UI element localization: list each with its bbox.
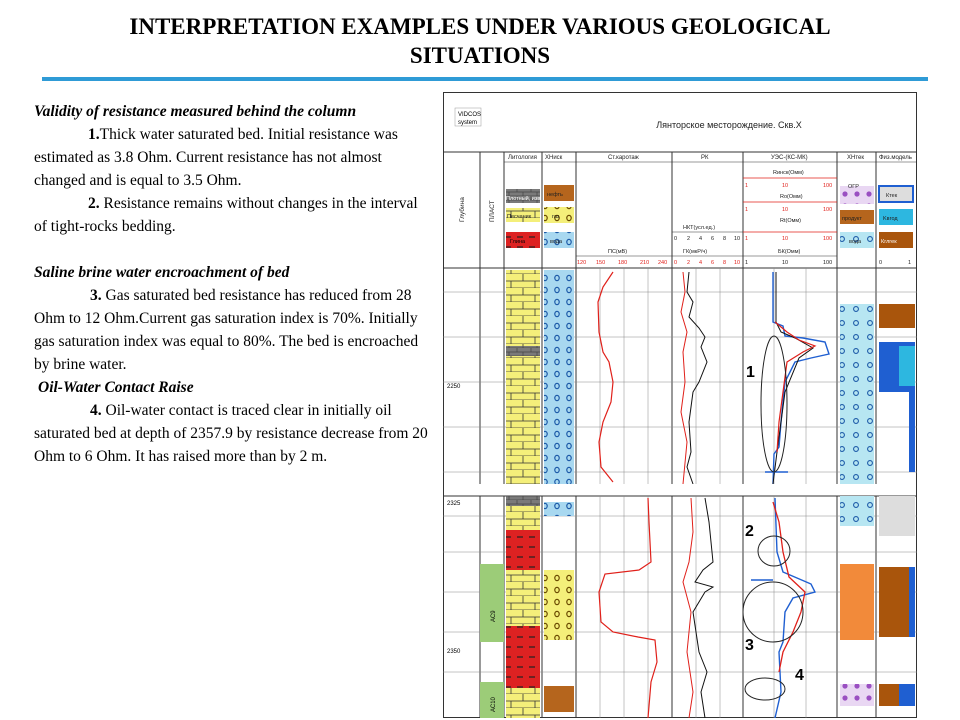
- rk-scale1-5: 10: [734, 236, 741, 242]
- marker-2: 2: [745, 523, 754, 540]
- legend-clay: Глина: [510, 239, 526, 245]
- header-rk: РК: [701, 155, 709, 161]
- marker-3: 3: [745, 637, 754, 654]
- title-line-1: INTERPRETATION EXAMPLES UNDER VARIOUS GEOLOGICAL: [129, 14, 831, 39]
- legend-oil: нефть: [547, 192, 563, 198]
- layer-ac10: АС10: [491, 697, 497, 712]
- paragraph-4-text: Oil-water contact is traced clear in initially oil saturated bed at depth of 2357.9 by resistance decrease from 20 Ohm to 6 Ohm. It has raised more than by 2 m.: [34, 402, 428, 465]
- ps-scale-4: 240: [658, 260, 668, 266]
- rk-scale2-1: 2: [687, 260, 691, 266]
- rk-gk-label: ГК(мкР/ч): [683, 249, 708, 255]
- explanation-text: [34, 100, 432, 468]
- header-fizmodel: Физ.модель: [879, 155, 912, 161]
- uez-bk-label: БК(Омм): [778, 249, 801, 255]
- paragraph-2-text: Resistance remains without changes in the interval of tight-rocks bedding.: [34, 195, 418, 235]
- rk-scale2-3: 6: [711, 260, 715, 266]
- uez-scale-d0: 1: [745, 260, 749, 266]
- paragraph-4: [34, 399, 432, 468]
- rk-scale2-5: 10: [734, 260, 741, 266]
- uez-rinisk-label: Rинск(Омм): [773, 170, 804, 176]
- uez-scale-a2: 100: [823, 183, 833, 189]
- ps-scale-0: 120: [577, 260, 587, 266]
- paragraph-3: [34, 284, 432, 376]
- depth-label-2250: 2250: [447, 384, 461, 390]
- well-log-figure: [443, 92, 917, 718]
- uez-scale-a0: 1: [745, 183, 749, 189]
- paragraph-1-text: Thick water saturated bed. Initial resistance was estimated as 3.8 Ohm. Current resistance has not almost changed and is equal to 3.5 Ohm.: [34, 126, 398, 189]
- uez-rt-label: Rt(Омм): [780, 218, 802, 224]
- ps-scale-3: 210: [640, 260, 650, 266]
- uez-scale-c0: 1: [745, 236, 749, 242]
- legend-ktek: Ктек: [886, 193, 898, 199]
- header-layer: ПЛАСТ: [489, 200, 496, 222]
- section-heading-validity: Validity of resistance measured behind the column: [34, 103, 357, 120]
- legend-tight: Плотный, изв: [506, 196, 541, 202]
- header-litho: Литология: [508, 155, 537, 161]
- uez-scale-d1: 10: [782, 260, 789, 266]
- legend-product: продукт: [842, 216, 862, 222]
- uez-scale-a1: 10: [782, 183, 789, 189]
- rk-scale1-4: 8: [723, 236, 727, 242]
- rk-scale1-1: 2: [687, 236, 691, 242]
- fiz-scale-0: 0: [879, 260, 883, 266]
- ps-scale-2: 180: [618, 260, 628, 266]
- depth-label-2350: 2350: [447, 649, 461, 655]
- logo-line-1: VIDCOS: [458, 112, 482, 118]
- marker-1: 1: [746, 364, 755, 381]
- rk-scale1-3: 6: [711, 236, 715, 242]
- fiz-scale-1: 1: [908, 260, 912, 266]
- legend-ogr: ОГР: [848, 184, 859, 190]
- header-xhtek: ХНтек: [847, 155, 864, 161]
- header-stkarot: Ст.каротаж: [608, 155, 639, 161]
- legend-sand: Песчаник: [507, 214, 532, 220]
- legend-water: вода: [550, 239, 563, 245]
- title-underline: [42, 77, 928, 81]
- uez-scale-b0: 1: [745, 207, 749, 213]
- header-uez: УЭС-(КС-МК): [771, 155, 808, 161]
- uez-scale-b1: 10: [782, 207, 789, 213]
- legend-water-tek: вода: [849, 239, 862, 245]
- item-number-3: 3.: [90, 287, 102, 304]
- field-title: Лянторское месторождение. Скв.Х: [656, 120, 802, 130]
- legend-kgeo: Кглгек: [881, 239, 897, 245]
- marker-4: 4: [795, 667, 804, 684]
- rk-scale2-2: 4: [699, 260, 703, 266]
- header-depth: Глубина: [459, 197, 466, 222]
- ps-label: ПС(мВ): [608, 249, 628, 255]
- uez-ro-label: Ro(Омм): [780, 194, 803, 200]
- rk-scale1-0: 0: [674, 236, 678, 242]
- legend-kgnd: Kвгод: [883, 216, 898, 222]
- paragraph-1: [34, 123, 432, 192]
- uez-scale-b2: 100: [823, 207, 833, 213]
- uez-scale-c1: 10: [782, 236, 789, 242]
- slide-title: [40, 12, 920, 70]
- title-line-2: SITUATIONS: [409, 43, 551, 68]
- rk-scale1-2: 4: [699, 236, 703, 242]
- paragraph-3-text: Gas saturated bed resistance has reduced from 28 Ohm to 12 Ohm.Current gas saturation index is 70%. Initially gas saturation index was equal to 80%. The bed is encroached by brine water.: [34, 287, 419, 373]
- rk-scale2-0: 0: [674, 260, 678, 266]
- uez-scale-c2: 100: [823, 236, 833, 242]
- item-number-1: 1.: [88, 126, 100, 143]
- item-number-4: 4.: [90, 402, 102, 419]
- depth-label-2325: 2325: [447, 501, 461, 507]
- logo-line-2: system: [458, 120, 478, 126]
- item-number-2: 2.: [88, 195, 100, 212]
- ps-scale-1: 150: [596, 260, 606, 266]
- rk-nkt-label: НКТ(усл.ед.): [683, 225, 716, 231]
- legend-gas: газ: [552, 214, 560, 220]
- paragraph-2: [34, 192, 432, 238]
- section-heading-owc: Oil-Water Contact Raise: [38, 379, 194, 396]
- section-heading-brine: Saline brine water encroachment of bed: [34, 264, 290, 281]
- rk-scale2-4: 8: [723, 260, 727, 266]
- uez-scale-d2: 100: [823, 260, 833, 266]
- header-xhisk: ХНиск: [545, 155, 563, 161]
- layer-ac9: АС9: [491, 610, 497, 622]
